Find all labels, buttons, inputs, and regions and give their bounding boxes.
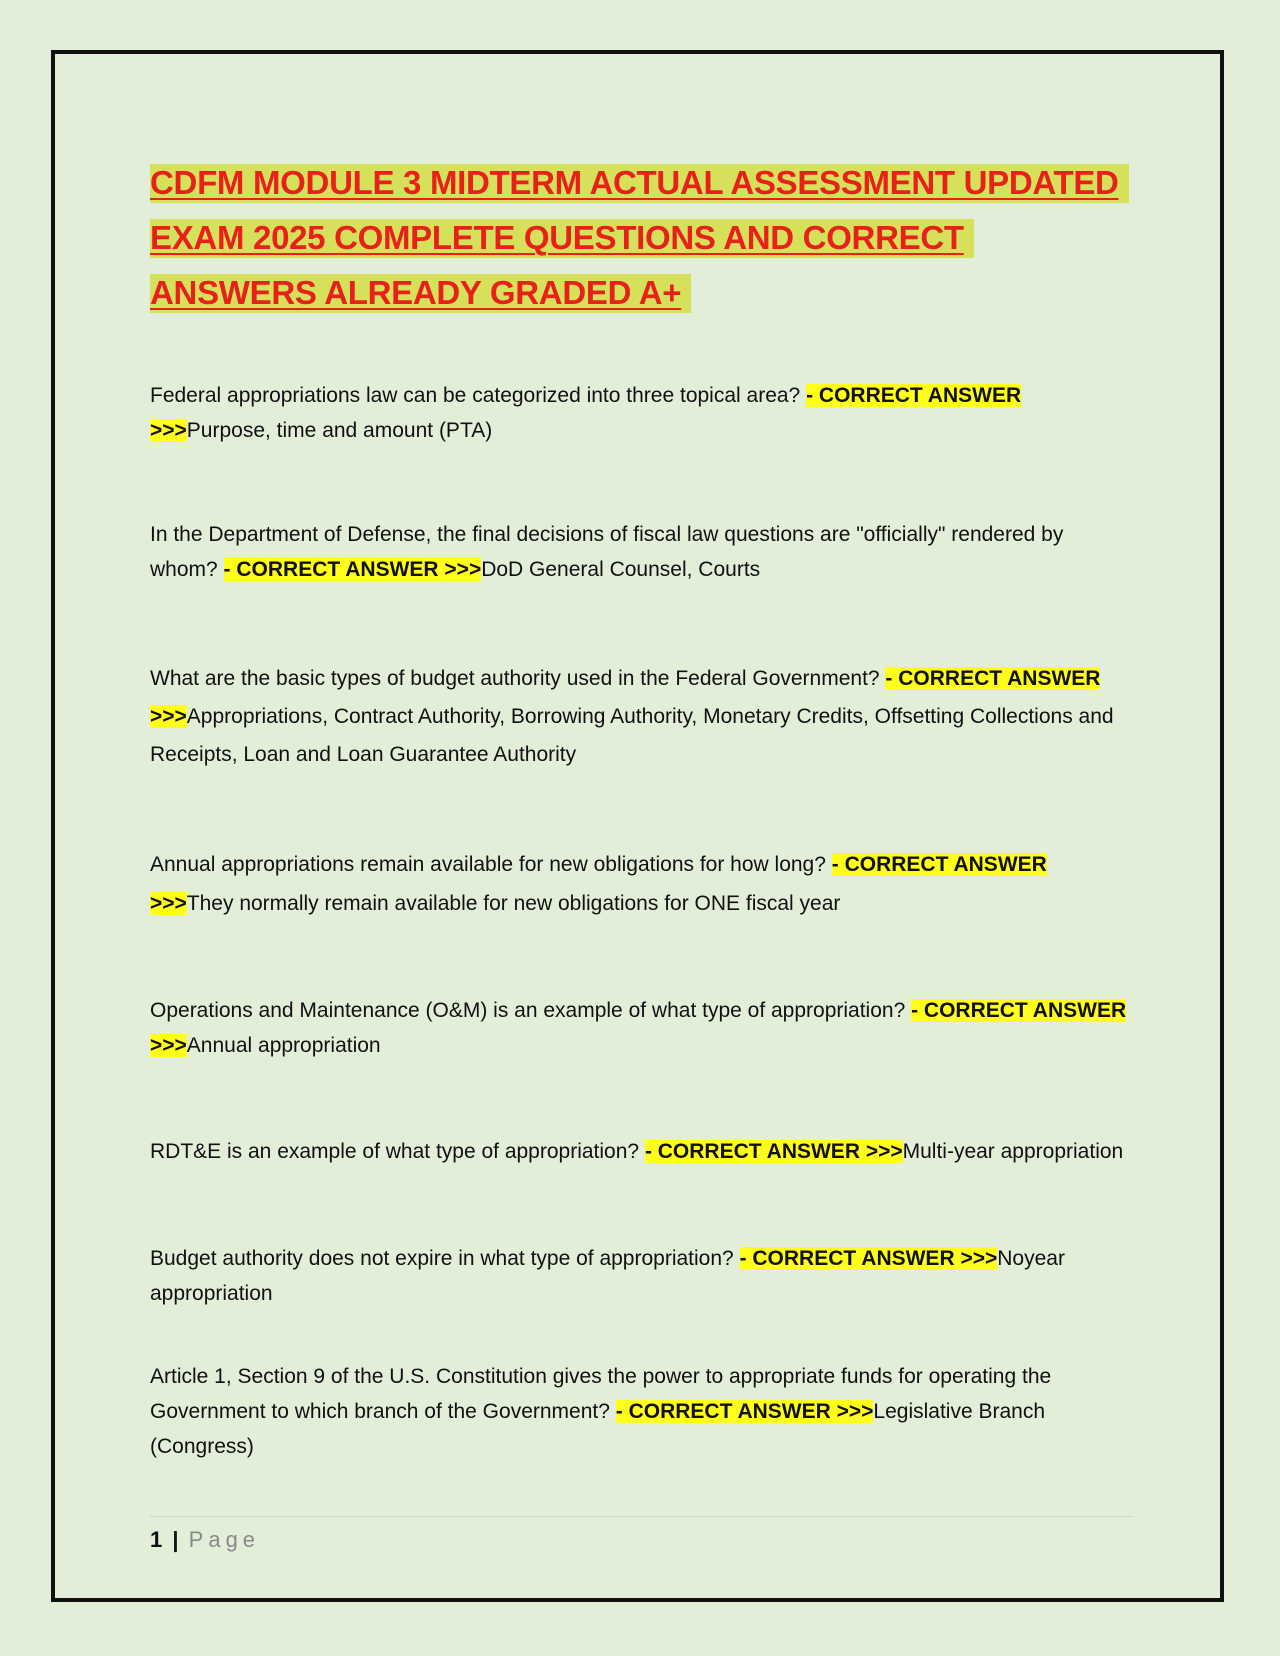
question-text: Article 1, Section 9 of the U.S. Constitution gives the power to appropriate funds for operating the Government to which branch of the Government?	[150, 1365, 1052, 1423]
qa-item	[150, 660, 1135, 774]
correct-answer-marker: - CORRECT ANSWER >>>	[615, 1400, 874, 1423]
question-text: In the Department of Defense, the final decisions of fiscal law questions are "officially" rendered by whom?	[150, 523, 1064, 581]
correct-answer-marker: - CORRECT ANSWER >>>	[150, 384, 1022, 442]
answer-text: Annual appropriation	[186, 1034, 381, 1057]
question-text: Operations and Maintenance (O&M) is an example of what type of appropriation?	[150, 999, 912, 1022]
answer-text: They normally remain available for new obligations for ONE fiscal year	[186, 892, 841, 915]
correct-answer-marker: - CORRECT ANSWER >>>	[150, 999, 1127, 1057]
page-label: Page	[188, 1527, 261, 1552]
answer-text: Appropriations, Contract Authority, Borrowing Authority, Monetary Credits, Offsetting Collections and Receipts, Loan and Loan Guarantee Authority	[150, 705, 1114, 766]
question-text: Annual appropriations remain available for new obligations for how long?	[150, 853, 832, 876]
answer-text: DoD General Counsel, Courts	[481, 558, 761, 581]
correct-answer-marker: - CORRECT ANSWER >>>	[150, 667, 1101, 728]
document-title	[150, 155, 1135, 320]
qa-item	[150, 378, 1135, 448]
qa-list	[150, 378, 1135, 1464]
correct-answer-marker: - CORRECT ANSWER >>>	[150, 853, 1047, 915]
answer-text: Multi-year appropriation	[902, 1140, 1124, 1163]
question-text: Federal appropriations law can be categorized into three topical area?	[150, 384, 807, 407]
page-number: 1	[150, 1527, 163, 1552]
question-text: Budget authority does not expire in what type of appropriation?	[150, 1247, 740, 1270]
document-body	[150, 155, 1135, 1464]
question-text: RDT&E is an example of what type of appropriation?	[150, 1140, 645, 1163]
correct-answer-marker: - CORRECT ANSWER >>>	[739, 1247, 998, 1270]
qa-item	[150, 1359, 1135, 1464]
qa-item	[150, 517, 1135, 587]
answer-text: Purpose, time and amount (PTA)	[186, 419, 493, 442]
question-text: What are the basic types of budget authority used in the Federal Government?	[150, 667, 886, 690]
correct-answer-marker: - CORRECT ANSWER >>>	[644, 1140, 903, 1163]
correct-answer-marker: - CORRECT ANSWER >>>	[223, 558, 482, 581]
qa-item	[150, 1134, 1135, 1169]
qa-item	[150, 1241, 1135, 1311]
footer-separator: |	[172, 1527, 179, 1552]
title-highlight: CDFM MODULE 3 MIDTERM ACTUAL ASSESSMENT UPDATED EXAM 2025 COMPLETE QUESTIONS AND CORRECT ANSWERS ALREADY GRADED A+	[150, 164, 1129, 313]
answer-text: Legislative Branch (Congress)	[150, 1400, 1046, 1458]
qa-item	[150, 845, 1135, 923]
page-footer	[150, 1516, 1133, 1555]
answer-text: Noyear appropriation	[150, 1247, 1065, 1305]
qa-item	[150, 993, 1135, 1063]
